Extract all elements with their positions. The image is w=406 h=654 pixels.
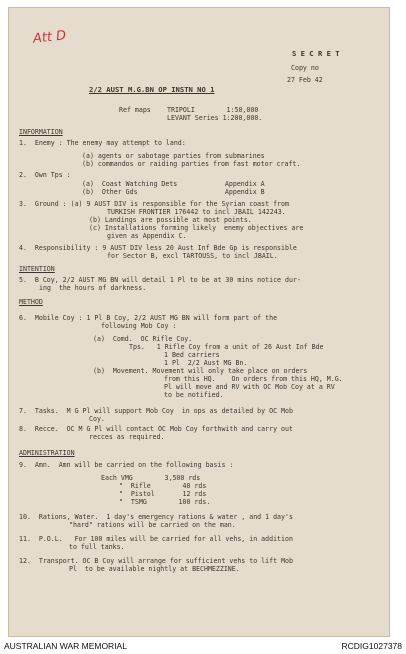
document-date: 27 Feb 42 xyxy=(287,76,323,84)
para-1-a: (a) agents or sabotage parties from submarines xyxy=(82,152,265,160)
classification-stamp: S E C R E T xyxy=(292,49,340,58)
amn-tsmg: " TSMG 100 rds. xyxy=(119,498,211,506)
para-6-a-comd: (a) Comd. OC Rifle Coy. xyxy=(93,335,193,343)
para-1-enemy: 1. Enemy : The enemy may attempt to land: xyxy=(19,139,186,147)
para-6-a-tps-3: 1 Pl 2/2 Aust MG Bn. xyxy=(164,359,248,367)
para-6-b-cont-2: Pl will move and RV with OC Mob Coy at a RV xyxy=(164,383,335,391)
para-2-a: (a) Coast Watching Dets Appendix A xyxy=(82,180,265,188)
section-administration: ADMINISTRATION xyxy=(19,449,75,457)
section-information: INFORMATION xyxy=(19,128,63,136)
copy-number: Copy no xyxy=(291,64,319,72)
para-6-mobile-coy: 6. Mobile Coy : 1 Pl B Coy, 2/2 AUST MG BN will form part of the xyxy=(19,314,278,322)
para-12-transport: 12. Transport. OC B Coy will arrange for sufficient vehs to lift Mob xyxy=(19,557,293,565)
para-10-rations: 10. Rations, Water. 1 day's emergency rations & water , and 1 day's xyxy=(19,513,293,521)
para-5-cont: ing the hours of darkness. xyxy=(39,284,147,292)
amn-rifle: " Rifle 40 rds xyxy=(119,482,207,490)
refmaps-line-2: LEVANT Series 1:200,000. xyxy=(167,114,263,122)
amn-pistol: " Pistol 12 rds xyxy=(119,490,207,498)
para-11-cont: to full tanks. xyxy=(69,543,125,551)
para-4-responsibility: 4. Responsibility : 9 AUST DIV less 20 Aust Inf Bde Gp is responsible xyxy=(19,244,297,252)
para-3-b: (b) Landings are possible at most points. xyxy=(89,216,252,224)
amn-vmg: Each VMG 3,500 rds xyxy=(101,474,201,482)
para-6-a-tps: Tps. 1 Rifle Coy from a unit of 26 Aust Inf Bde xyxy=(129,343,324,351)
handwritten-annotation: Att D xyxy=(32,28,67,47)
para-2-own-tps: 2. Own Tps : xyxy=(19,171,71,179)
para-6-b-cont-1: from this HQ. On orders from this HQ, M.G. xyxy=(164,375,343,383)
para-8-cont: recces as required. xyxy=(89,433,165,441)
para-6-b-cont-3: to be notified. xyxy=(164,391,224,399)
para-3-c: (c) Installations forming likely enemy objectives are xyxy=(89,224,304,232)
para-6-cont: following Mob Coy : xyxy=(101,322,177,330)
para-3-ground: 3. Ground : (a) 9 AUST DIV is responsible for the Syrian coast from xyxy=(19,200,289,208)
section-intention: INTENTION xyxy=(19,265,55,273)
para-7-tasks: 7. Tasks. M G Pl will support Mob Coy in ops as detailed by OC Mob xyxy=(19,407,293,415)
para-3-a-cont: TURKISH FRONTIER 176442 to incl JBAIL 142243. xyxy=(107,208,286,216)
para-2-b: (b) Other Gds Appendix B xyxy=(82,188,265,196)
para-10-cont: "hard" rations will be carried on the man. xyxy=(69,521,236,529)
para-5: 5. B Coy, 2/2 AUST MG BN will detail 1 Pl to be at 30 mins notice dur- xyxy=(19,276,301,284)
document-title: 2/2 AUST M.G.BN OP INSTN NO 1 xyxy=(89,85,215,94)
document-page xyxy=(8,7,390,637)
archive-name: AUSTRALIAN WAR MEMORIAL xyxy=(4,641,127,651)
para-12-cont: Pl to be available nightly at BECHMEZZINE. xyxy=(69,565,240,573)
para-11-pol: 11. P.O.L. For 100 miles will be carried for all vehs, in addition xyxy=(19,535,293,543)
para-1-b: (b) commandos or raiding parties from fast motor craft. xyxy=(82,160,301,168)
para-6-a-tps-2: 1 Bed carriers xyxy=(164,351,220,359)
refmaps-label: Ref maps xyxy=(119,106,151,114)
section-method: METHOD xyxy=(19,298,43,306)
para-7-cont: Coy. xyxy=(89,415,105,423)
para-4-cont: for Sector B, excl TARTOUSS, to incl JBAIL. xyxy=(107,252,278,260)
para-6-b-movement: (b) Movement. Movement will only take place on orders xyxy=(93,367,308,375)
archive-footer xyxy=(0,637,406,654)
para-8-recce: 8. Recce. OC M G Pl will contact OC Mob Coy forthwith and carry out xyxy=(19,425,293,433)
para-3-c-cont: given as Appendix C. xyxy=(107,232,187,240)
refmaps-line-1: TRIPOLI 1:50,000 xyxy=(167,106,259,114)
archive-record-id: RCDIG1027378 xyxy=(341,641,402,651)
para-9-amn: 9. Amn. Amn will be carried on the following basis : xyxy=(19,461,234,469)
